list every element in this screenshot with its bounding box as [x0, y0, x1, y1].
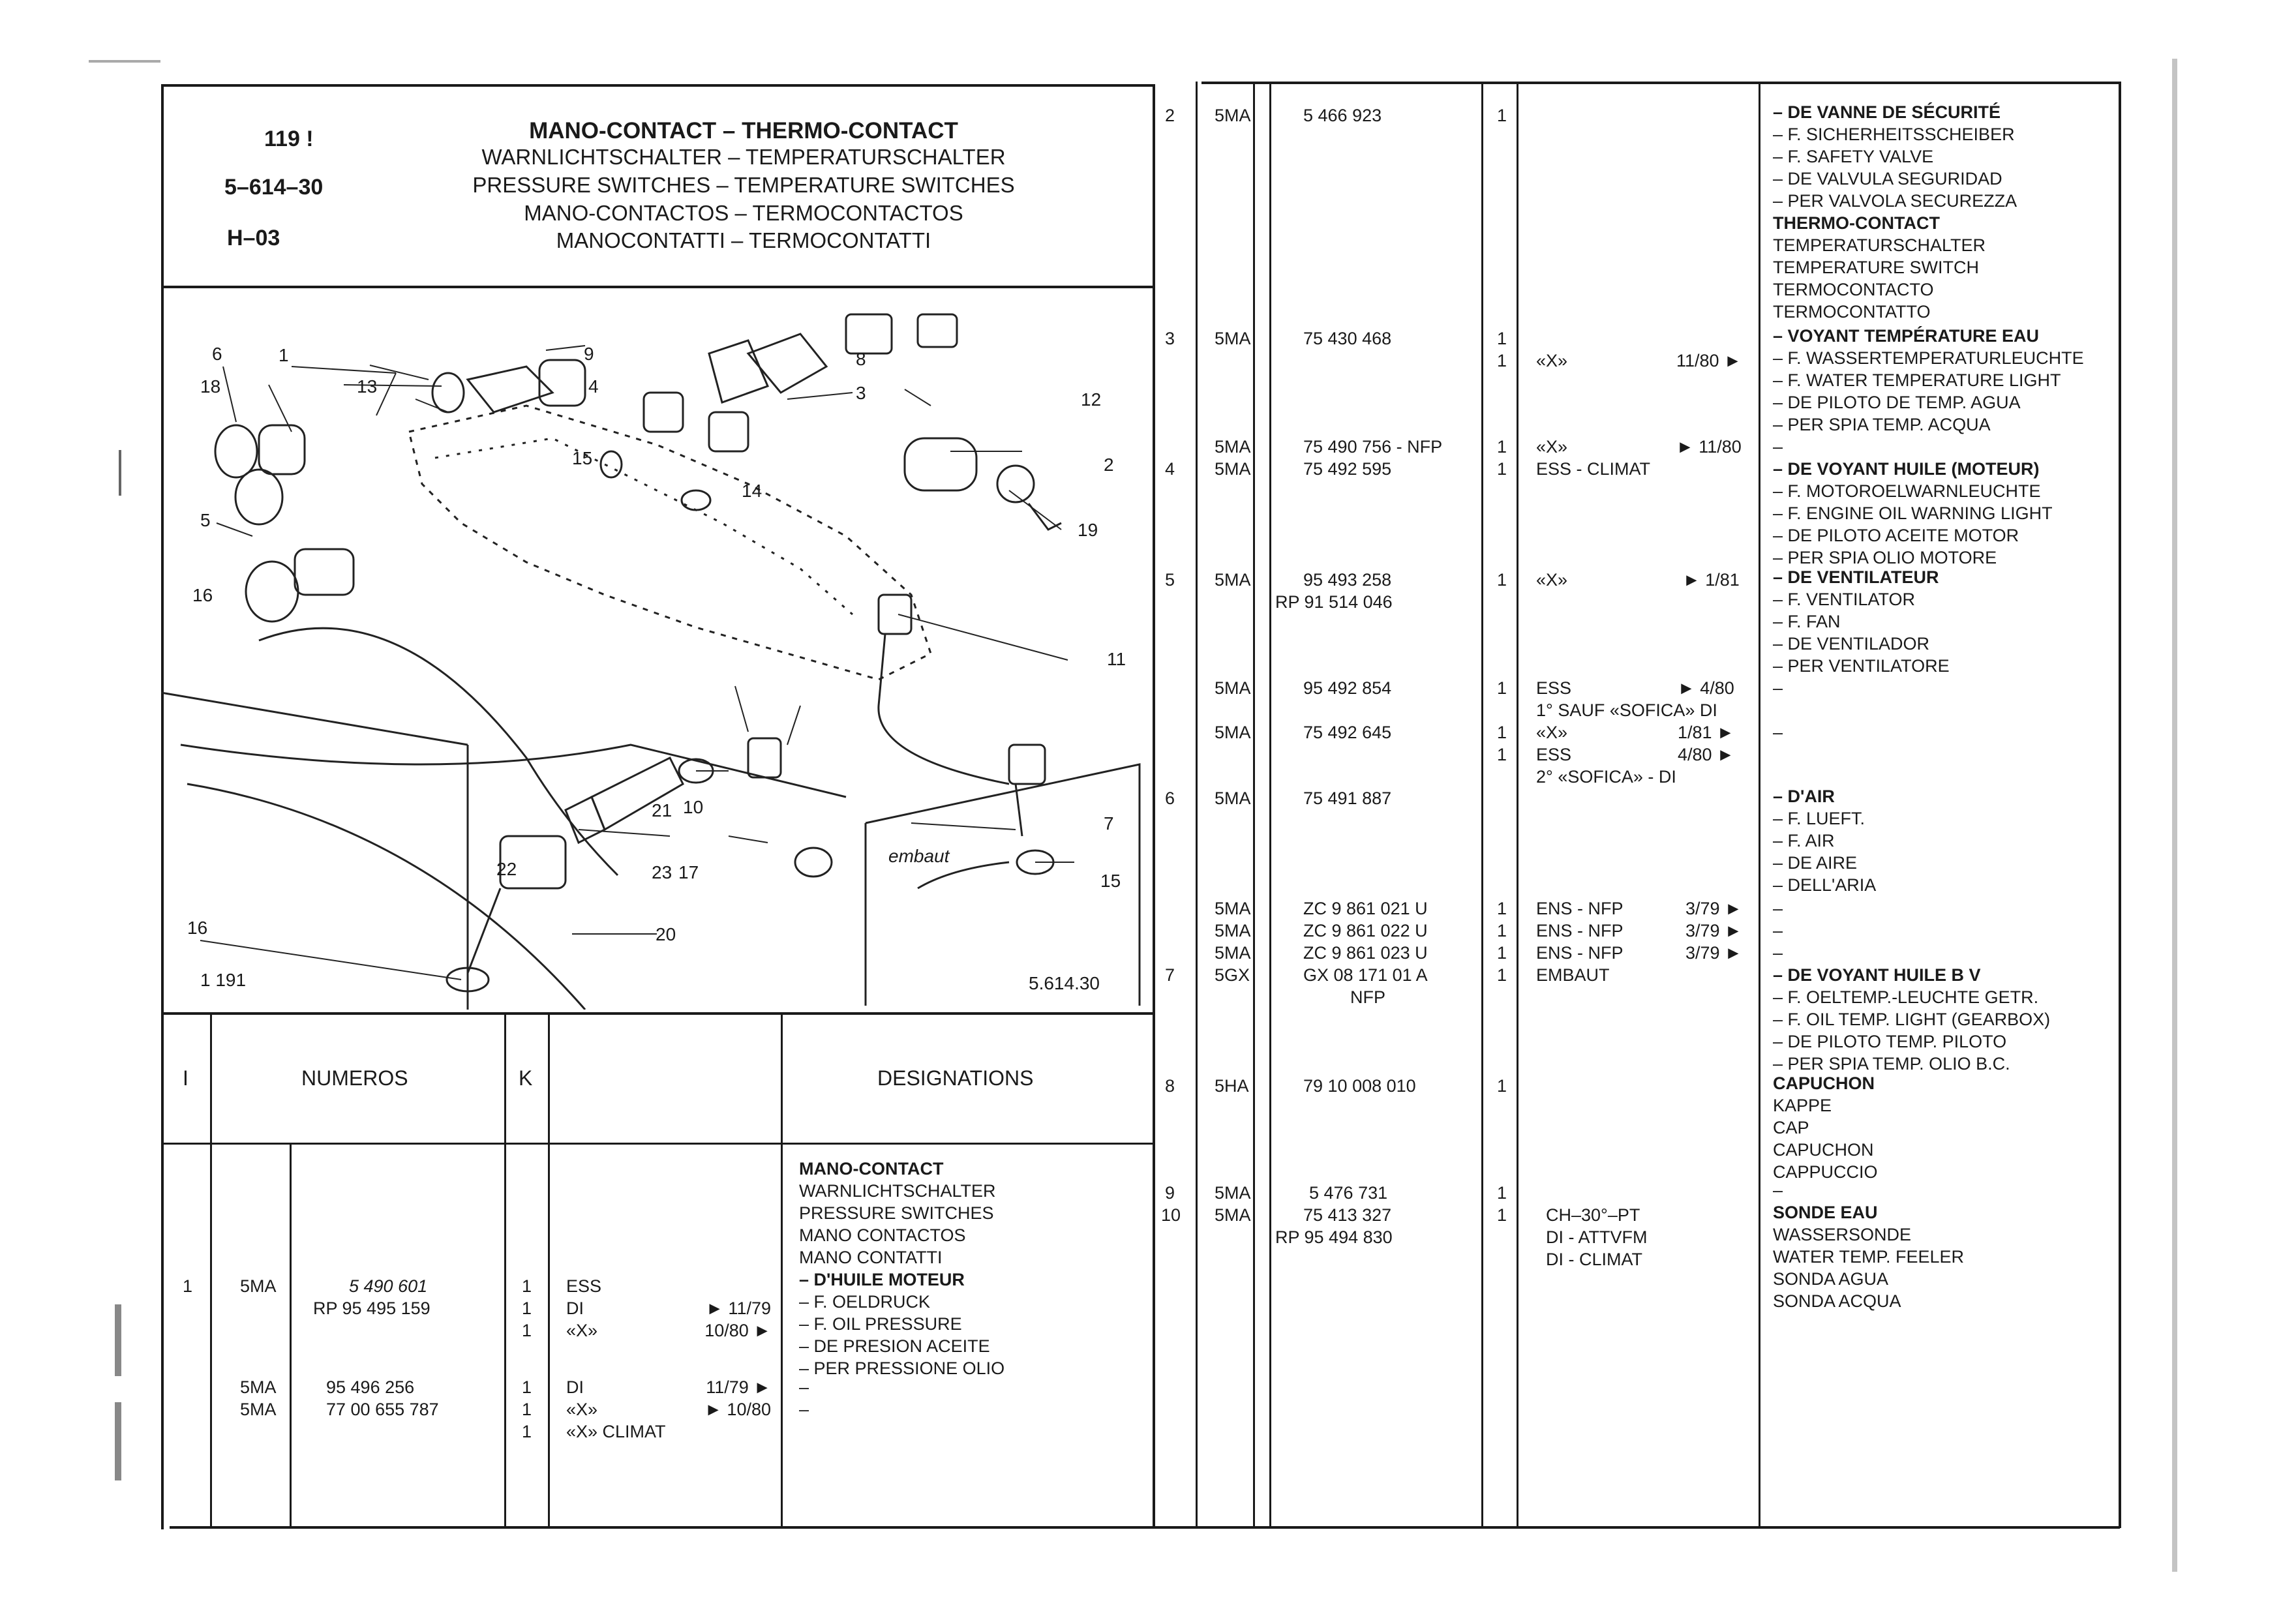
colhead-item: I [183, 1066, 189, 1090]
r5b-numbers: 95 492 854 75 492 645 [1303, 678, 1392, 742]
row2-notes: DI «X» «X» CLIMAT [566, 1377, 666, 1441]
row1-code: 5MA [240, 1276, 277, 1296]
left-panel-right-edge [1153, 84, 1155, 1529]
scan-mark-top-left [89, 60, 160, 63]
title-fr: MANO-CONTACT – THERMO-CONTACT [529, 118, 958, 143]
row1-notes: ESS DI «X» [566, 1276, 602, 1340]
group-code: H–03 [227, 226, 280, 250]
left-col-2 [290, 1143, 292, 1527]
row1-designations: – D'HUILE MOTEUR – F. OELDRUCK – F. OIL PRESSURE – DE PRESION ACEITE – PER PRESSIONE OLIO [799, 1270, 1005, 1378]
r7-designations: – – – – DE VOYANT HUILE B V – F. OELTEMP.-LEUCHTE GETR. – F. OIL TEMP. LIGHT (GEARBOX) – DE PILOTO TEMP. PILOTO – PER SPIA TEMP. OLIO B.C. [1773, 899, 2051, 1074]
r4-numbers: 75 490 756 - NFP 75 492 595 [1303, 437, 1443, 479]
callout-16-top: 16 [192, 585, 213, 605]
callout-12: 12 [1081, 389, 1102, 410]
r5-code: 5MA [1215, 570, 1251, 590]
scan-mark-right [2172, 59, 2177, 1572]
diagram-ref-left: 1 191 [200, 970, 247, 990]
callout-8: 8 [856, 349, 866, 369]
callout-13: 13 [357, 376, 378, 397]
row2-dates: 11/79 ► ► 10/80 [704, 1377, 771, 1419]
r8-number: 79 10 008 010 [1303, 1076, 1416, 1096]
callout-17: 17 [678, 862, 699, 882]
r9-numbers: 5 476 731 75 413 327 RP 95 494 830 [1275, 1183, 1393, 1247]
r4-designations: – – DE VOYANT HUILE (MOTEUR) – F. MOTOROELWARNLEUCHTE – F. ENGINE OIL WARNING LIGHT – DE PILOTO ACEITE MOTOR – PER SPIA OLIO MOTORE [1773, 437, 2053, 567]
r3-date: 11/80 ► [1676, 351, 1742, 370]
r2-designations: – DE VANNE DE SÉCURITÉ – F. SICHERHEITSSCHEIBER – F. SAFETY VALVE – DE VALVULA SEGURIDAD – PER VALVOLA SECUREZZA THERMO-CONTACT TEMPERATURSCHALTER TEMPERATURE SWITCH TERMOCONTACTO TERMOCONTATTO [1773, 102, 2017, 322]
group-heading-de: WARNLICHTSCHALTER [799, 1181, 996, 1201]
row1-item: 1 [183, 1276, 193, 1296]
callout-22: 22 [496, 859, 517, 879]
r2-qty: 1 [1497, 106, 1507, 125]
scan-mark-left [119, 450, 121, 496]
r9-items: 9 10 [1161, 1183, 1181, 1225]
left-col-4 [548, 1012, 550, 1527]
frame-bottom [170, 1526, 2120, 1529]
row2-codes: 5MA 5MA [240, 1377, 277, 1419]
colhead-numbers: NUMEROS [301, 1066, 408, 1090]
right-col-4 [1481, 82, 1483, 1528]
r4-codes: 5MA 5MA [1215, 437, 1251, 479]
r3-item: 3 [1165, 329, 1175, 348]
colhead-k: K [519, 1066, 533, 1090]
embaut-label: embaut [888, 846, 950, 866]
callout-21: 21 [652, 800, 672, 820]
r2-code: 5MA [1215, 106, 1251, 125]
group-heading-en: PRESSURE SWITCHES [799, 1203, 994, 1223]
r5b-qty: 1 1 1 [1497, 678, 1507, 764]
r6-code: 5MA [1215, 788, 1251, 808]
title-it: MANOCONTATTI – TERMOCONTATTI [556, 228, 931, 252]
r4-dates: ► 11/80 [1676, 437, 1742, 457]
callout-6: 6 [212, 344, 222, 364]
r2-number: 5 466 923 [1303, 106, 1382, 125]
r6-number: 75 491 887 [1303, 788, 1392, 808]
row1-dates: ► 11/79 10/80 ► [704, 1299, 771, 1340]
callout-20: 20 [656, 924, 676, 944]
r2-item: 2 [1165, 106, 1175, 125]
group-heading-fr: MANO-CONTACT [799, 1159, 944, 1179]
title-en: PRESSURE SWITCHES – TEMPERATURE SWITCHES [472, 173, 1015, 197]
row2-designations: – – [799, 1377, 809, 1419]
r5-note: «X» [1536, 570, 1568, 590]
r3-qty: 1 1 [1497, 329, 1507, 370]
r9-qty: 1 1 [1497, 1183, 1507, 1225]
callout-19: 19 [1078, 520, 1098, 540]
r5-numbers: 95 493 258 RP 91 514 046 [1275, 570, 1393, 612]
diagram-ref-right: 5.614.30 [1029, 973, 1100, 993]
r8-item: 8 [1165, 1076, 1175, 1096]
r7-qty: 1 1 1 1 [1497, 899, 1507, 985]
r3-number: 75 430 468 [1303, 329, 1392, 348]
r3-designations: – VOYANT TEMPÉRATURE EAU – F. WASSERTEMPERATURLEUCHTE – F. WATER TEMPERATURE LIGHT – DE PILOTO DE TEMP. AGUA – PER SPIA TEMP. ACQUA [1773, 326, 2084, 434]
r4-item: 4 [1165, 459, 1175, 479]
callout-23: 23 [652, 862, 672, 882]
callout-10: 10 [683, 797, 704, 817]
callout-1: 1 [279, 345, 289, 365]
r6-designations: – D'AIR – F. LUEFT. – F. AIR – DE AIRE – DELL'ARIA [1773, 787, 1877, 895]
right-col-2 [1253, 82, 1255, 1528]
group-heading-it: MANO CONTATTI [799, 1248, 943, 1267]
diagram-bottom [161, 1012, 1155, 1015]
callout-14: 14 [742, 481, 763, 501]
frame-top-left [161, 84, 1155, 87]
left-col-1 [210, 1012, 212, 1527]
frame-right [2119, 82, 2121, 1528]
row2-qty: 1 1 1 [522, 1377, 532, 1441]
callout-11: 11 [1107, 649, 1126, 669]
callout-7: 7 [1104, 813, 1114, 834]
r5b-dates: ► 4/80 1/81 ► 4/80 ► [1678, 678, 1734, 764]
title-es: MANO-CONTACTOS – TERMOCONTACTOS [524, 201, 963, 225]
callout-2: 2 [1104, 455, 1114, 475]
r5-qty: 1 [1497, 570, 1507, 590]
r5-designations: – DE VENTILATEUR – F. VENTILATOR – F. FAN – DE VENTILADOR – PER VENTILATORE [1773, 567, 1950, 676]
group-heading [799, 1158, 996, 1269]
callout-16: 16 [187, 918, 208, 938]
callout-18: 18 [200, 376, 221, 397]
r7-item: 7 [1165, 965, 1175, 985]
r4-notes: «X» ESS - CLIMAT [1536, 437, 1651, 479]
colhead-bottom [161, 1143, 1155, 1145]
callout-9: 9 [584, 344, 594, 364]
r5b-notes: ESS 1° SAUF «SOFICA» DI «X» ESS 2° «SOFICA» - DI [1536, 678, 1717, 787]
r5-date: ► 1/81 [1683, 570, 1740, 590]
row1-numbers: 5 490 601 RP 95 495 159 [313, 1276, 430, 1318]
callout-3: 3 [856, 383, 866, 403]
r7-numbers: ZC 9 861 021 U ZC 9 861 022 U ZC 9 861 023 U GX 08 171 01 A NFP [1303, 899, 1428, 1007]
right-col-6 [1759, 82, 1760, 1528]
callout-5: 5 [200, 510, 211, 530]
group-heading-es: MANO CONTACTOS [799, 1225, 966, 1245]
ref-code: 5–614–30 [224, 175, 324, 200]
callout-15: 15 [572, 448, 593, 468]
r5b-codes: 5MA 5MA [1215, 678, 1251, 742]
r8-designations: CAPUCHON KAPPE CAP CAPUCHON CAPPUCCIO [1773, 1074, 1878, 1182]
scan-mark-left-2 [115, 1304, 121, 1376]
exploded-parts-diagram [161, 288, 1153, 1010]
callout-15b: 15 [1100, 871, 1121, 891]
right-col-3 [1269, 82, 1271, 1528]
r9-notes: CH–30°–PT DI - ATTVFM DI - CLIMAT [1546, 1205, 1648, 1269]
page-number: 119 ! [264, 127, 314, 151]
row2-numbers: 95 496 256 77 00 655 787 [326, 1377, 439, 1419]
r8-qty: 1 [1497, 1076, 1507, 1096]
colhead-designations: DESIGNATIONS [877, 1066, 1034, 1090]
right-col-1 [1196, 82, 1198, 1528]
r5b-designations: – – [1773, 678, 1783, 742]
r5-item: 5 [1165, 570, 1175, 590]
callout-4: 4 [588, 376, 599, 397]
r7-dates: 3/79 ► 3/79 ► 3/79 ► [1685, 899, 1742, 963]
right-col-5 [1517, 82, 1518, 1528]
r7-codes: 5MA 5MA 5MA 5GX [1215, 899, 1251, 985]
scan-mark-left-3 [115, 1402, 121, 1480]
r7-notes: ENS - NFP ENS - NFP ENS - NFP EMBAUT [1536, 899, 1624, 985]
row1-qty: 1 1 1 [522, 1276, 532, 1340]
title-de: WARNLICHTSCHALTER – TEMPERATURSCHALTER [481, 145, 1006, 169]
r9-designations: – SONDE EAU WASSERSONDE WATER TEMP. FEELER SONDA AGUA SONDA ACQUA [1773, 1180, 1965, 1311]
r3-note: «X» [1536, 351, 1568, 370]
r6-item: 6 [1165, 788, 1175, 808]
r4-qty: 1 1 [1497, 437, 1507, 479]
r9-codes: 5MA 5MA [1215, 1183, 1251, 1225]
r3-code: 5MA [1215, 329, 1251, 348]
left-col-5 [781, 1012, 783, 1527]
frame-top-right [1201, 82, 2121, 84]
left-col-3 [504, 1012, 506, 1527]
r8-code: 5HA [1215, 1076, 1249, 1096]
